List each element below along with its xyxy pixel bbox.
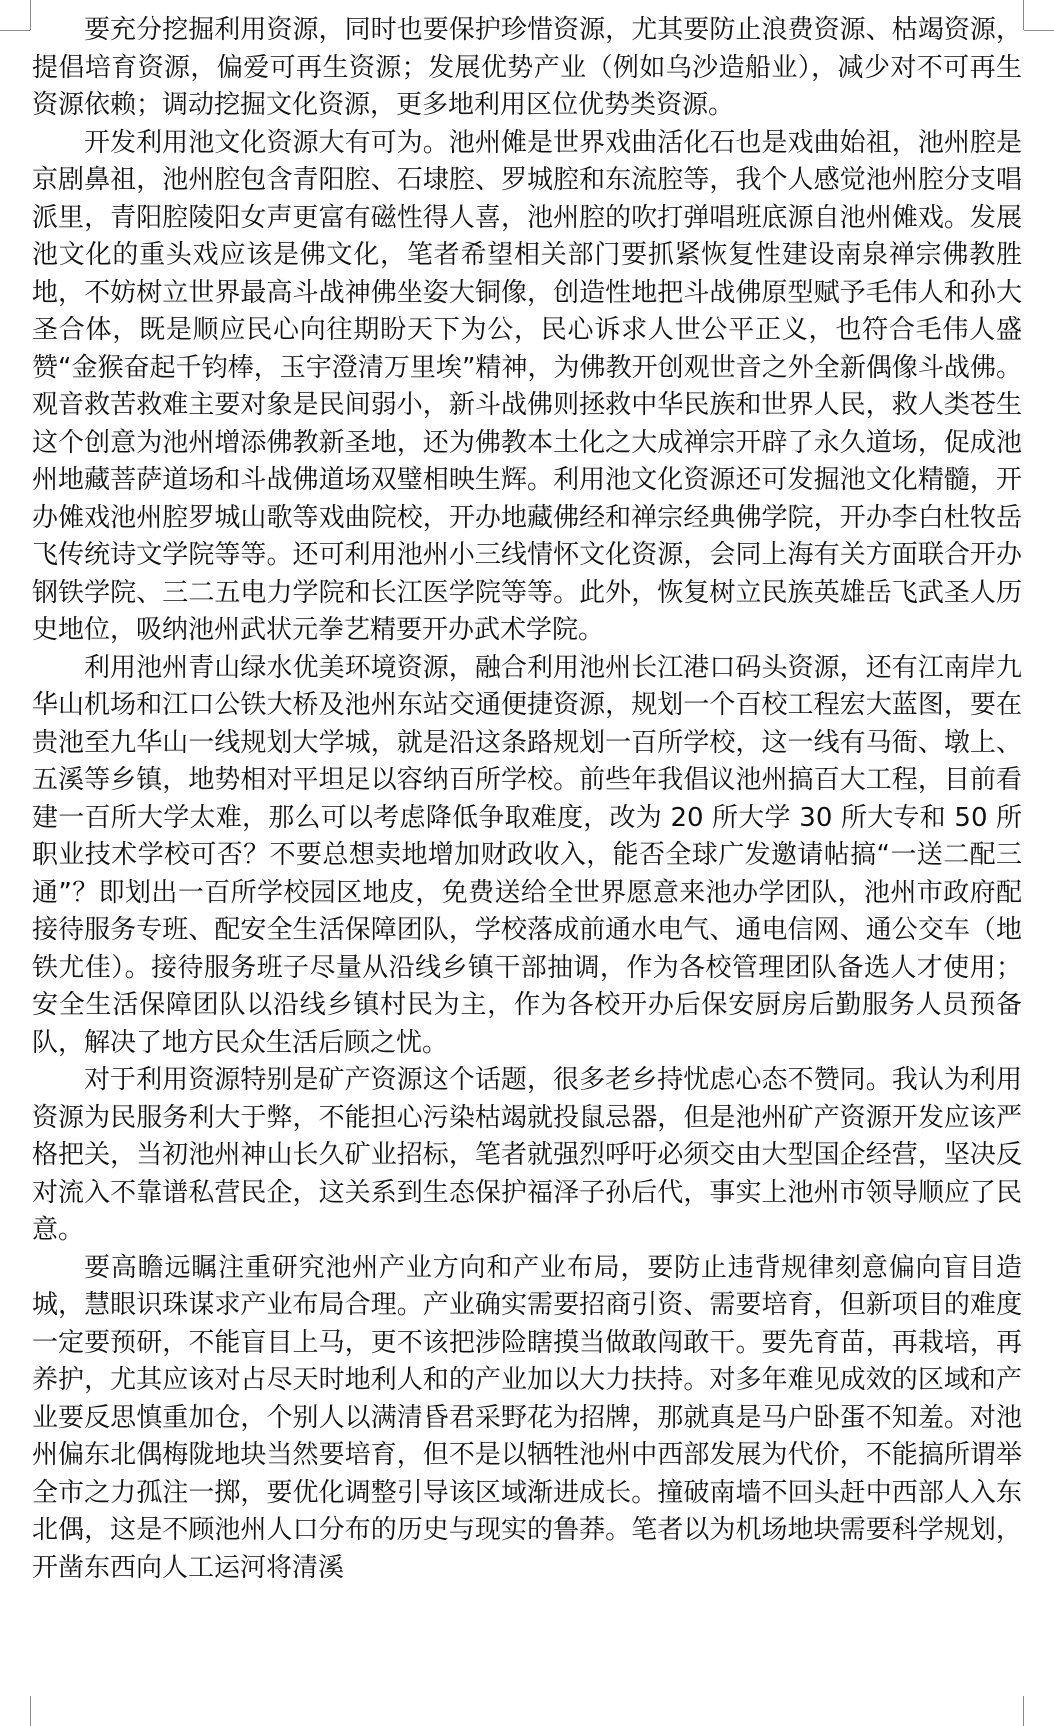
crop-mark-bottom-left-vertical <box>30 1696 31 1726</box>
paragraph-chi-culture: 开发利用池文化资源大有可为。池州傩是世界戏曲活化石也是戏曲始祖，池州腔是京剧鼻祖，池州腔包含青阳腔、石埭腔、罗城腔和东流腔等，我个人感觉池州腔分支唱派里，青阳腔陵阳女声更富有磁性得人喜，池州腔的吹打弹唱班底源自池州傩戏。发展池文化的重头戏应该是佛文化，笔者希望相关部门要抓紧恢复性建设南泉禅宗佛教胜地，不妨树立世界最高斗战神佛坐姿大铜像，创造性地把斗战佛原型赋予毛伟人和孙大圣合体，既是顺应民心向往期盼天下为公，民心诉求人世公平正义，也符合毛伟人盛赞“金猴奋起千钧棒，玉宇澄清万里埃”精神，为佛教开创观世音之外全新偶像斗战佛。观音救苦救难主要对象是民间弱小，新斗战佛则拯救中华民族和世界人民，救人类苍生这个创意为池州增添佛教新圣地，还为佛教本土化之大成禅宗开辟了永久道场，促成池州地藏菩萨道场和斗战佛道场双璧相映生辉。利用池文化资源还可发掘池文化精髓，开办傩戏池州腔罗城山歌等戏曲院校，开办地藏佛经和禅宗经典佛学院，开办李白杜牧岳飞传统诗文学院等等。还可利用池州小三线情怀文化资源，会同上海有关方面联合开办钢铁学院、三二五电力学院和长江医学院等等。此外，恢复树立民族英雄岳飞武圣人历史地位，吸纳池州武状元拳艺精要开办武术学院。 <box>32 127 1022 645</box>
paragraph-university-town: 利用池州青山绿水优美环境资源，融合利用池州长江港口码头资源，还有江南岸九华山机场和江口公铁大桥及池州东站交通便捷资源，规划一个百校工程宏大蓝图，要在贵池至九华山一线规划大学城，就是沿这条路规划一百所学校，这一线有马衙、墩上、五溪等乡镇，地势相对平坦足以容纳百所学校。前些年我倡议池州搞百大工程，目前看建一百所大学太难，那么可以考虑降低争取难度，改为 20 所大学 30 所大专和 50 所职业技术学校可否？不要总想卖地增加财政收入，能否全球广发邀请帖搞“一送二配三通”？即划出一百所学校园区地皮，免费送给全世界愿意来池办学团队，池州市政府配接待服务专班、配安全生活保障团队，学校落成前通水电气、通电信网、通公交车（地铁尤佳）。接待服务班子尽量从沿线乡镇干部抽调，作为各校管理团队备选人才使用；安全生活保障团队以沿线乡镇村民为主，作为各校开办后保安厨房后勤服务人员预备队，解决了地方民众生活后顾之忧。 <box>32 652 1022 1058</box>
document-body <box>32 12 1022 1587</box>
crop-mark-bottom-right-vertical <box>1023 1696 1024 1726</box>
crop-mark-top-left-vertical <box>30 0 31 30</box>
crop-mark-top-right-horizontal <box>1024 30 1054 31</box>
paragraph-mineral-resources: 对于利用资源特别是矿产资源这个话题，很多老乡持忧虑心态不赞同。我认为利用资源为民服务利大于弊，不能担心污染枯竭就投鼠忌器，但是池州矿产资源开发应该严格把关，当初池州神山长久矿业招标，笔者就强烈呼吁必须交由大型国企经营，坚决反对流入不靠谱私营民企，这关系到生态保护福泽子孙后代，事实上池州市领导顺应了民意。 <box>32 1065 1022 1245</box>
crop-mark-top-left-horizontal <box>0 30 30 31</box>
paragraph-resource-protection: 要充分挖掘利用资源，同时也要保护珍惜资源，尤其要防止浪费资源、枯竭资源，提倡培育资源，偏爱可再生资源；发展优势产业（例如乌沙造船业），减少对不可再生资源依赖；调动挖掘文化资源，更多地利用区位优势类资源。 <box>32 15 1022 120</box>
paragraph-industrial-layout: 要高瞻远瞩注重研究池州产业方向和产业布局，要防止违背规律刻意偏向盲目造城，慧眼识珠谋求产业布局合理。产业确实需要招商引资、需要培育，但新项目的难度一定要预研，不能盲目上马，更不该把涉险瞎摸当做敢闯敢干。要先育苗，再栽培，再养护，尤其应该对占尽天时地利人和的产业加以大力扶持。对多年难见成效的区域和产业要反思慎重加仓，个别人以满清昏君采野花为招牌，那就真是马户卧蛋不知羞。对池州偏东北偶梅陇地块当然要培育，但不是以牺牲池州中西部发展为代价，不能搞所谓举全市之力孤注一掷，要优化调整引导该区域渐进成长。撞破南墙不回头赶中西部人入东北偶，这是不顾池州人口分布的历史与现实的鲁莽。笔者以为机场地块需要科学规划，开凿东西向人工运河将清溪 <box>32 1252 1022 1583</box>
crop-mark-top-right-vertical <box>1023 0 1024 30</box>
